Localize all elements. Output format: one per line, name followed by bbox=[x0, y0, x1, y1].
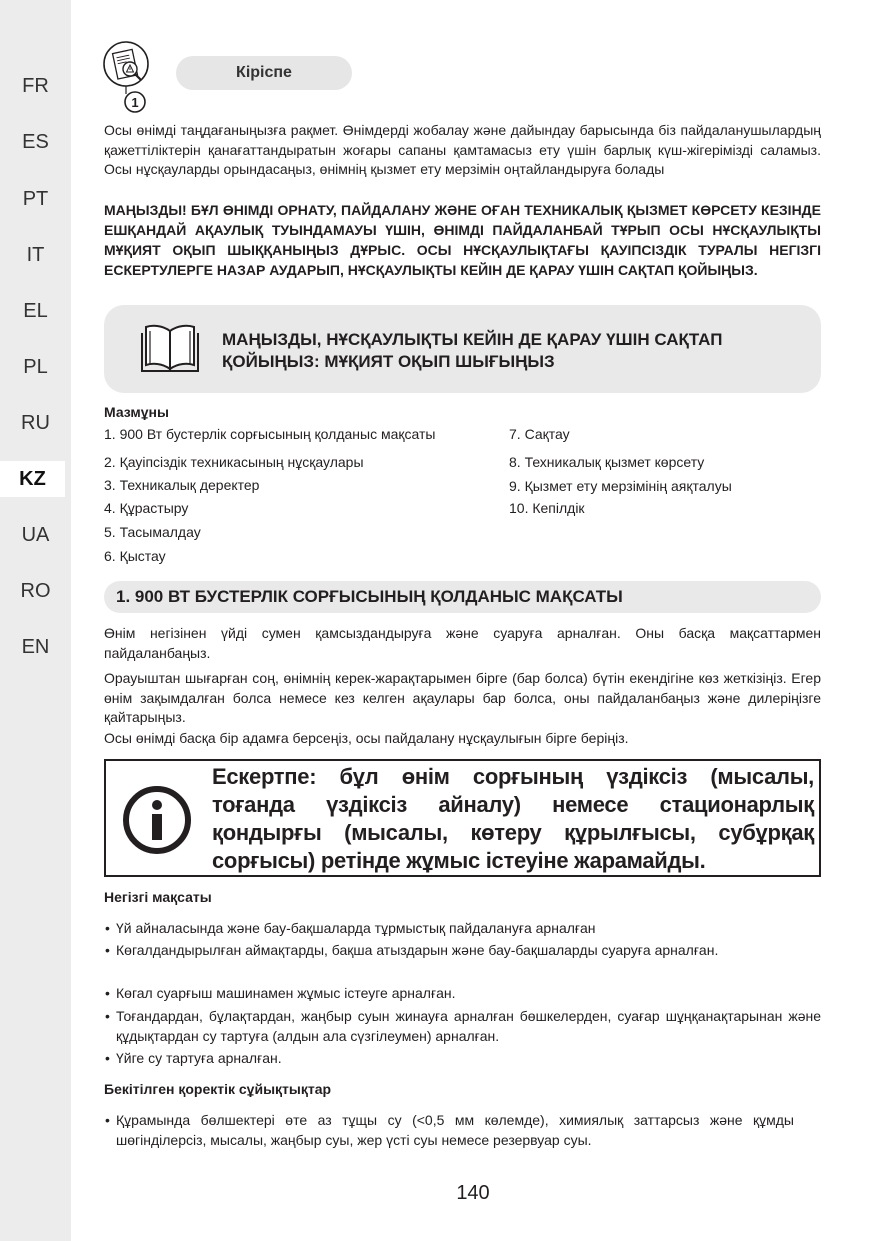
toc-item[interactable]: 8. Техникалық қызмет көрсету bbox=[509, 454, 705, 470]
lang-tab-pl[interactable]: PL bbox=[23, 356, 48, 378]
list-item: • Құрамында бөлшектері өте аз тұщы су (<0,5 мм көлемде), химиялық заттарсыз және құмды шөгінділерсіз, мысалы, жаңбыр суы, жер үсті суы немесе резервуар суы. bbox=[104, 1110, 794, 1150]
list-item: • Көгал суарғыш машинамен жұмыс істеуге арналған. bbox=[104, 983, 821, 1003]
read-manual-box bbox=[104, 305, 821, 393]
lang-tab-fr[interactable]: FR bbox=[22, 75, 49, 97]
list-item: • Тоғандардан, бұлақтардан, жаңбыр суын жинауға арналған бөшкелерден, суағар шұңқанақтарынан және құдықтардан су тартуға (алдын ала сүзгілеумен) арналған. bbox=[104, 1006, 821, 1046]
manual-warning-icon bbox=[102, 40, 150, 116]
toc-item[interactable]: 6. Қыстау bbox=[104, 548, 166, 564]
read-manual-text bbox=[222, 329, 812, 373]
lang-tab-pt[interactable]: PT bbox=[22, 188, 49, 210]
toc-item[interactable]: 5. Тасымалдау bbox=[104, 524, 201, 540]
info-icon bbox=[122, 785, 192, 855]
toc-title: Мазмұны bbox=[104, 404, 169, 420]
liquids-title: Бекітілген қоректік сұйықтықтар bbox=[104, 1081, 332, 1097]
lang-tab-it[interactable]: IT bbox=[26, 244, 45, 266]
lang-tab-ro[interactable]: RO bbox=[20, 580, 51, 602]
lang-tab-en[interactable]: EN bbox=[21, 636, 50, 658]
lang-tab-kz[interactable]: KZ bbox=[0, 461, 65, 497]
toc-item[interactable]: 7. Сақтау bbox=[509, 426, 570, 442]
toc-item[interactable]: 10. Кепілдік bbox=[509, 500, 585, 516]
list-item: • Көгалдандырылған аймақтарды, бақша атыздарын және бау-бақшаларды суаруға арналған. bbox=[104, 940, 821, 960]
open-book-icon bbox=[138, 323, 202, 375]
list-item: • Үйге су тартуға арналған. bbox=[104, 1048, 821, 1068]
toc-item[interactable]: 3. Техникалық деректер bbox=[104, 477, 260, 493]
toc-item[interactable]: 9. Қызмет ету мерзімінің аяқталуы bbox=[509, 478, 732, 494]
handover-paragraph: Осы өнімді басқа бір адамға берсеңіз, осы пайдалану нұсқаулығын бірге беріңіз. bbox=[104, 730, 629, 746]
section-title: 1. 900 ВТ БУСТЕРЛІК СОРҒЫСЫНЫҢ ҚОЛДАНЫС МАҚСАТЫ bbox=[116, 587, 623, 606]
lang-tab-ua[interactable]: UA bbox=[21, 524, 50, 546]
purpose-paragraph: Өнім негізінен үйді сумен қамсыздандыруға және суаруға арналған. Оны басқа мақсаттармен пайдаланбаңыз. bbox=[104, 625, 821, 661]
note-text: Ескертпе: бұл өнім сорғының үздіксіз (мысалы, тоғанда үздіксіз айналу) немесе стационарлық қондырғы (мысалы, көтеру құрылғысы, субұрқақ сорғысы) ретінде жұмыс істеуіне жарамайды. bbox=[212, 764, 814, 873]
language-sidebar bbox=[0, 0, 71, 1241]
intro-paragraph: Осы өнімді таңдағаныңызға рақмет. Өнімдерді жобалау және дайындау барысында біз пайдаланушылардың қажеттіліктерін қанағаттандыратын жоғары сапаны қамтамасыз ету үшін барлық күш-жігерімізді саламыз. Осы нұсқауларды орындасаңыз, өнімнің қызмет ету мерзімін оңтайландыруға болады bbox=[104, 122, 821, 178]
list-item: • Үй айналасында және бау-бақшаларда тұрмыстық пайдалануға арналған bbox=[104, 918, 821, 938]
toc-item[interactable]: 2. Қауіпсіздік техникасының нұсқаулары bbox=[104, 454, 364, 470]
lang-tab-es[interactable]: ES bbox=[22, 131, 49, 153]
lang-tab-ru[interactable]: RU bbox=[21, 412, 50, 434]
step-number: 1 bbox=[131, 95, 139, 110]
toc-item[interactable]: 4. Құрастыру bbox=[104, 500, 189, 516]
page-number: 140 bbox=[456, 1182, 490, 1204]
intro-warning: МАҢЫЗДЫ! БҰЛ ӨНІМДІ ОРНАТУ, ПАЙДАЛАНУ ЖӘНЕ ОҒАН ТЕХНИКАЛЫҚ ҚЫЗМЕТ КӨРСЕТУ КЕЗІНДЕ ЕШҚАНДАЙ АҚАУЛЫҚ ТУЫНДАМАУЫ ҮШІН, ӨНІМДІ ПАЙДАЛАНБАЙ ТҰРЫП ОСЫ НҰСҚАУЛЫҚТЫ МҰҚИЯТ ОҚЫП ШЫҚҚАНЫҢЫЗ ДҰРЫС. ОСЫ НҰСҚАУЛЫҚТАҒЫ ҚАУІПСІЗДІК ТУРАЛЫ НЕГІЗГІ ЕСКЕРТУЛЕРГЕ НАЗАР АУДАРЫП, НҰСҚАУЛЫҚТЫ КЕЙІН ДЕ ҚАРАУ ҮШІН САҚТАП ҚОЙЫҢЫЗ. bbox=[104, 202, 821, 278]
unpacking-paragraph: Орауыштан шығарған соң, өнімнің керек-жарақтарымен бірге (бар болса) бүтін екендігіне көз жеткізіңіз. Егер өнім зақымдалған болса немесе кез келген ақаулары бар болса, оны пайдаланбаңыз және дилеріңізге қайтарыңыз. bbox=[104, 670, 821, 726]
note-box bbox=[104, 759, 821, 877]
section-heading-bar bbox=[104, 581, 821, 613]
toc-item[interactable]: 1. 900 Вт бустерлік сорғысының қолданыс мақсаты bbox=[104, 426, 436, 442]
read-manual-line2: ҚОЙЫҢЫЗ: МҰҚИЯТ ОҚЫП ШЫҒЫҢЫЗ bbox=[222, 352, 555, 371]
main-purpose-title: Негізгі мақсаты bbox=[104, 889, 212, 905]
lang-tab-el[interactable]: EL bbox=[23, 300, 48, 322]
read-manual-line1: МАҢЫЗДЫ, НҰСҚАУЛЫҚТЫ КЕЙІН ДЕ ҚАРАУ ҮШІН САҚТАП bbox=[222, 330, 723, 349]
section-heading-intro: Кіріспе bbox=[176, 56, 352, 90]
